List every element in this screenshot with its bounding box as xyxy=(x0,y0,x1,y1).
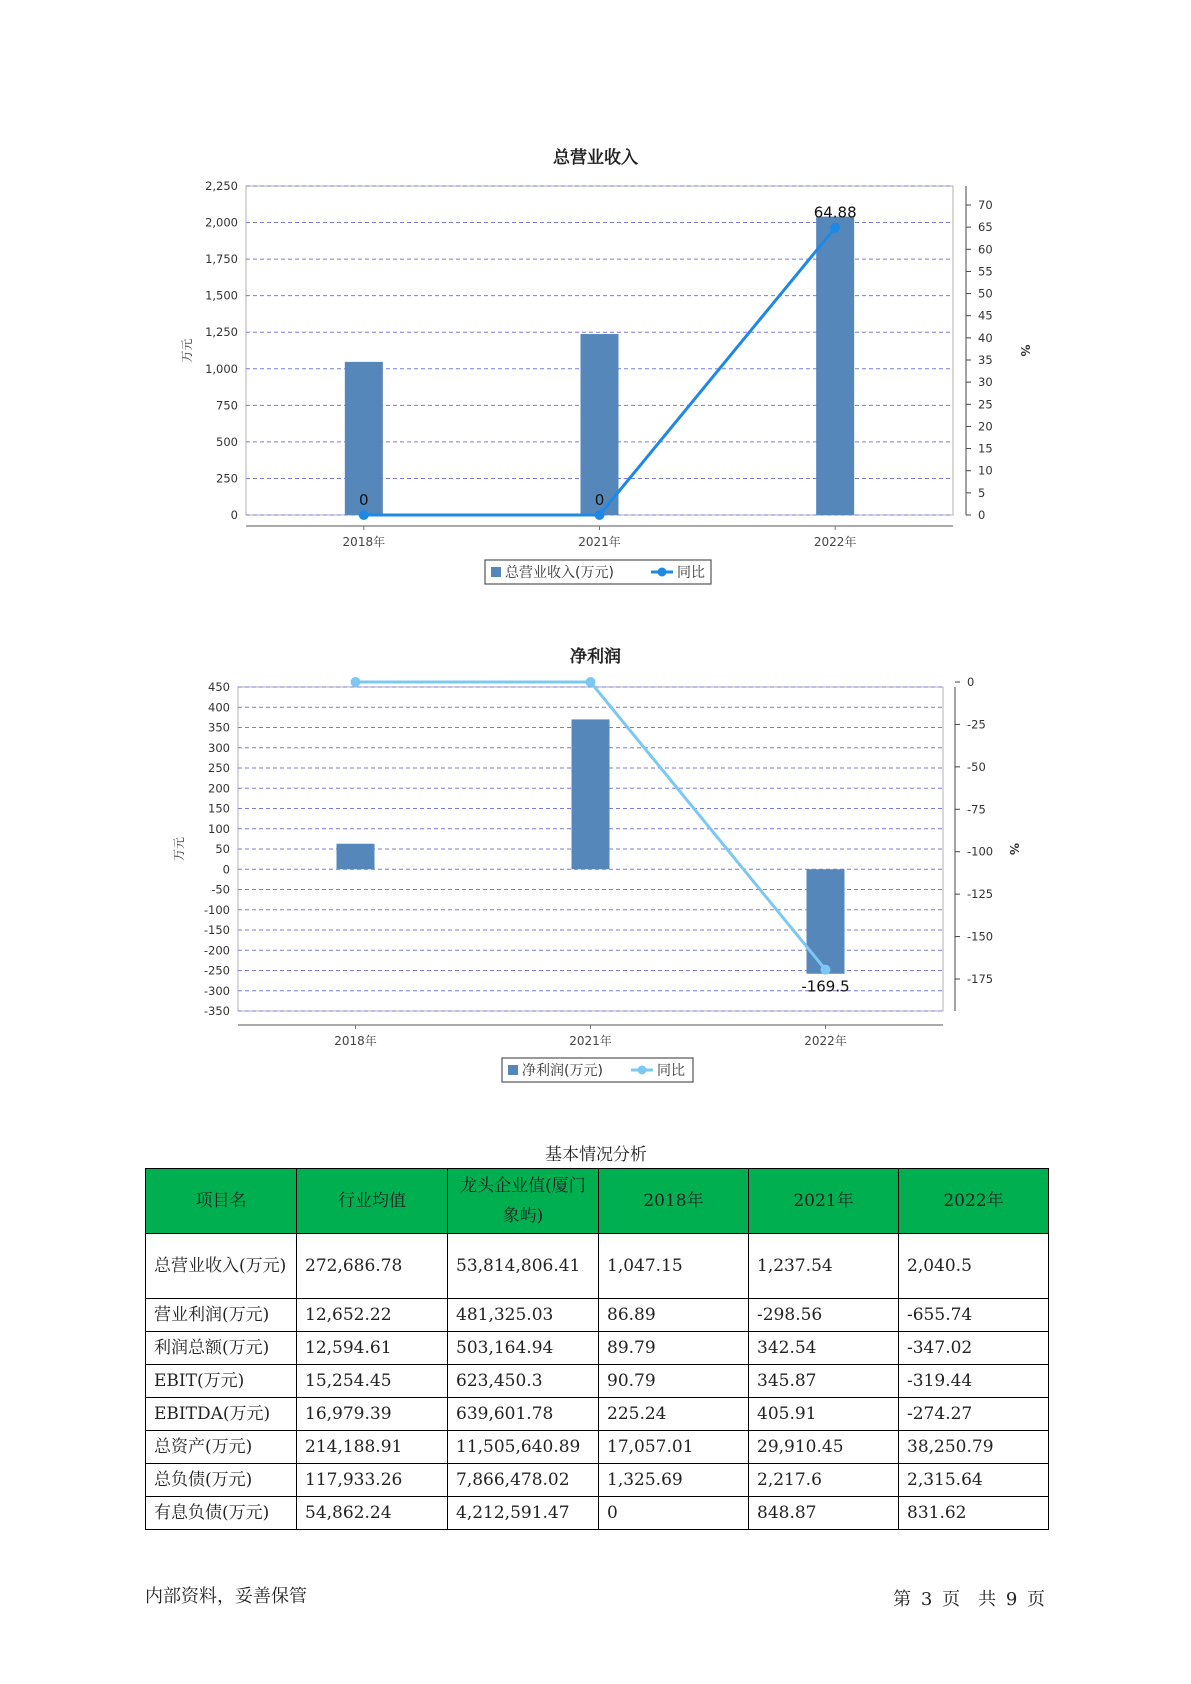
table-row xyxy=(146,1365,1049,1398)
y2-tick-label: -175 xyxy=(967,972,994,986)
table-cell: 12,652.22 xyxy=(297,1299,448,1332)
table-header-cell: 行业均值 xyxy=(297,1169,448,1234)
table-cell: 1,047.15 xyxy=(599,1234,749,1299)
y2-tick-label: 40 xyxy=(978,330,993,345)
table-header-cell: 2022年 xyxy=(899,1169,1049,1234)
y-tick-label: 0 xyxy=(230,508,238,522)
yoy-point-2 xyxy=(830,223,840,233)
table-cell: 272,686.78 xyxy=(297,1234,448,1299)
table-cell: 1,325.69 xyxy=(599,1464,749,1497)
table-cell: 345.87 xyxy=(749,1365,899,1398)
row-label-cell: 营业利润(万元) xyxy=(146,1299,297,1332)
y-tick-label: 0 xyxy=(222,862,230,877)
table-cell: 1,237.54 xyxy=(749,1234,899,1299)
table-row xyxy=(146,1332,1049,1365)
table-cell: 117,933.26 xyxy=(297,1464,448,1497)
table-cell: 831.62 xyxy=(899,1497,1049,1530)
y-tick-label: -100 xyxy=(203,902,230,917)
table-cell: -347.02 xyxy=(899,1332,1049,1365)
y-tick-label: 1,000 xyxy=(205,361,238,376)
footer-page-info xyxy=(891,1585,1047,1611)
y-tick-label: -50 xyxy=(211,882,230,897)
table-row xyxy=(146,1398,1049,1431)
y-tick-label: -150 xyxy=(203,923,230,937)
table-header-row xyxy=(146,1169,1049,1234)
legend-line-marker xyxy=(658,568,667,577)
bar-0 xyxy=(337,844,375,870)
table-cell: 623,450.3 xyxy=(448,1365,599,1398)
table-cell: 16,979.39 xyxy=(297,1398,448,1431)
y2-tick-label: 60 xyxy=(978,242,993,257)
table-cell: 503,164.94 xyxy=(448,1332,599,1365)
x-tick-label: 2022年 xyxy=(813,535,857,549)
x-tick-label: 2018年 xyxy=(334,1034,377,1048)
page-suffix: 页 xyxy=(1027,1589,1045,1610)
table-cell: -298.56 xyxy=(749,1299,899,1332)
yoy-label-1: 0 xyxy=(594,491,605,509)
legend-line-label: 同比 xyxy=(677,565,705,581)
y2-tick-label: 30 xyxy=(978,375,993,390)
yoy-point-1 xyxy=(586,677,596,687)
footer-confidential: 内部资料，妥善保管 xyxy=(145,1586,307,1607)
y2-tick-label: -150 xyxy=(967,929,994,944)
table-cell: 0 xyxy=(599,1497,749,1530)
x-tick-label: 2021年 xyxy=(569,1034,612,1048)
table-cell: 15,254.45 xyxy=(297,1365,448,1398)
table-cell: 53,814,806.41 xyxy=(448,1234,599,1299)
basic-analysis-table xyxy=(145,1168,1049,1530)
table-row xyxy=(146,1464,1049,1497)
y-tick-label: 1,750 xyxy=(205,252,238,267)
y2-tick-label: 45 xyxy=(978,308,993,323)
y2-axis-title: % xyxy=(1007,842,1021,856)
yoy-label-2: 64.88 xyxy=(813,203,857,222)
y-tick-label: -300 xyxy=(203,983,230,998)
chart1-revenue xyxy=(0,170,1191,620)
y-tick-label: 1,500 xyxy=(205,288,238,303)
row-label-cell: 总营业收入(万元) xyxy=(146,1234,297,1299)
y-tick-label: 450 xyxy=(208,680,230,694)
table-header-cell: 2021年 xyxy=(749,1169,899,1234)
yoy-point-2 xyxy=(821,965,831,975)
table-cell: 405.91 xyxy=(749,1398,899,1431)
y2-tick-label: 15 xyxy=(978,441,993,456)
legend-bar-swatch xyxy=(508,1065,518,1075)
yoy-label-0: 0 xyxy=(359,491,369,509)
table-cell: 86.89 xyxy=(599,1299,749,1332)
yoy-label-2: -169.5 xyxy=(801,977,850,996)
y-tick-label: 350 xyxy=(208,720,230,735)
table-row xyxy=(146,1299,1049,1332)
table-cell: 11,505,640.89 xyxy=(448,1431,599,1464)
table-cell: -655.74 xyxy=(899,1299,1049,1332)
table-cell: 7,866,478.02 xyxy=(448,1464,599,1497)
bar-1 xyxy=(581,334,619,515)
page-number: 3 xyxy=(920,1589,933,1610)
row-label-cell: 利润总额(万元) xyxy=(146,1332,297,1365)
table-cell: 38,250.79 xyxy=(899,1431,1049,1464)
y2-tick-label: 50 xyxy=(978,286,993,301)
y-tick-label: 300 xyxy=(208,740,230,755)
legend-line-marker xyxy=(638,1066,647,1075)
y-tick-label: -250 xyxy=(203,963,230,978)
y-tick-label: 250 xyxy=(208,761,230,775)
x-tick-label: 2021年 xyxy=(578,535,621,549)
table-header-cell: 2018年 xyxy=(599,1169,749,1234)
table-cell: 225.24 xyxy=(599,1398,749,1431)
y2-tick-label: 35 xyxy=(978,353,993,367)
y-tick-label: 100 xyxy=(208,821,230,836)
table-cell: 2,040.5 xyxy=(899,1234,1049,1299)
y2-tick-label: -25 xyxy=(967,717,986,732)
y-tick-label: 50 xyxy=(215,842,230,856)
table-cell: -319.44 xyxy=(899,1365,1049,1398)
y2-axis-title: % xyxy=(1018,344,1032,357)
table-cell: 2,217.6 xyxy=(749,1464,899,1497)
table-cell: 481,325.03 xyxy=(448,1299,599,1332)
page-mid: 页 共 xyxy=(942,1589,997,1610)
y2-tick-label: 70 xyxy=(978,198,993,212)
table-cell: 89.79 xyxy=(599,1332,749,1365)
y2-tick-label: 25 xyxy=(978,397,993,412)
bar-2 xyxy=(807,869,845,973)
y2-tick-label: 55 xyxy=(978,264,993,279)
table-cell: 639,601.78 xyxy=(448,1398,599,1431)
y2-tick-label: 0 xyxy=(967,675,975,689)
y-tick-label: 1,250 xyxy=(205,325,238,340)
y2-tick-label: 10 xyxy=(978,463,993,478)
table-cell: -274.27 xyxy=(899,1398,1049,1431)
y2-tick-label: -100 xyxy=(967,844,994,859)
table-cell: 4,212,591.47 xyxy=(448,1497,599,1530)
y-tick-label: -350 xyxy=(203,1004,230,1018)
y-tick-label: 400 xyxy=(208,700,230,715)
page-prefix: 第 xyxy=(893,1589,912,1610)
chart1-title: 总营业收入 xyxy=(553,148,638,168)
y-tick-label: 150 xyxy=(208,801,230,816)
table-header-cell: 项目名 xyxy=(146,1169,297,1234)
y-tick-label: -200 xyxy=(203,943,230,958)
table-row xyxy=(146,1234,1049,1299)
legend-bar-label: 总营业收入(万元) xyxy=(505,565,614,581)
table-cell: 29,910.45 xyxy=(749,1431,899,1464)
y2-tick-label: -50 xyxy=(967,759,986,774)
y-tick-label: 250 xyxy=(216,471,238,486)
row-label-cell: 总负债(万元) xyxy=(146,1464,297,1497)
legend-bar-label: 净利润(万元) xyxy=(522,1063,603,1079)
y2-tick-label: 65 xyxy=(978,220,993,235)
y2-tick-label: 5 xyxy=(978,485,986,500)
x-tick-label: 2018年 xyxy=(342,535,386,549)
chart2-title: 净利润 xyxy=(570,647,621,667)
table-cell: 214,188.91 xyxy=(297,1431,448,1464)
y-tick-label: 2,250 xyxy=(205,179,238,193)
page-total: 9 xyxy=(1005,1589,1018,1610)
bar-2 xyxy=(816,217,854,515)
table-cell: 848.87 xyxy=(749,1497,899,1530)
y2-tick-label: 0 xyxy=(978,508,986,522)
row-label-cell: 有息负债(万元) xyxy=(146,1497,297,1530)
y-axis-title: 万元 xyxy=(180,338,194,363)
row-label-cell: 总资产(万元) xyxy=(146,1431,297,1464)
table-cell: 90.79 xyxy=(599,1365,749,1398)
yoy-point-0 xyxy=(359,510,369,520)
y-axis-title: 万元 xyxy=(172,836,186,862)
table-row xyxy=(146,1431,1049,1464)
y-tick-label: 750 xyxy=(216,398,238,413)
y-tick-label: 500 xyxy=(216,434,238,449)
y2-tick-label: -75 xyxy=(967,802,986,817)
chart2-net-profit xyxy=(0,668,1191,1108)
y2-tick-label: 20 xyxy=(978,419,993,434)
table-cell: 2,315.64 xyxy=(899,1464,1049,1497)
table-caption: 基本情况分析 xyxy=(545,1145,647,1165)
table-cell: 54,862.24 xyxy=(297,1497,448,1530)
table-header-cell: 龙头企业值(厦门象屿) xyxy=(448,1169,599,1234)
row-label-cell: EBITDA(万元) xyxy=(146,1398,297,1431)
x-tick-label: 2022年 xyxy=(804,1034,847,1048)
row-label-cell: EBIT(万元) xyxy=(146,1365,297,1398)
legend-line-label: 同比 xyxy=(657,1063,685,1079)
table-cell: 342.54 xyxy=(749,1332,899,1365)
bar-1 xyxy=(572,719,610,869)
legend-bar-swatch xyxy=(491,567,501,577)
y-tick-label: 200 xyxy=(208,781,230,796)
table-row xyxy=(146,1497,1049,1530)
yoy-point-0 xyxy=(351,677,361,687)
y-tick-label: 2,000 xyxy=(205,215,238,230)
table-cell: 17,057.01 xyxy=(599,1431,749,1464)
y2-tick-label: -125 xyxy=(967,887,994,902)
table-cell: 12,594.61 xyxy=(297,1332,448,1365)
yoy-point-1 xyxy=(595,510,605,520)
